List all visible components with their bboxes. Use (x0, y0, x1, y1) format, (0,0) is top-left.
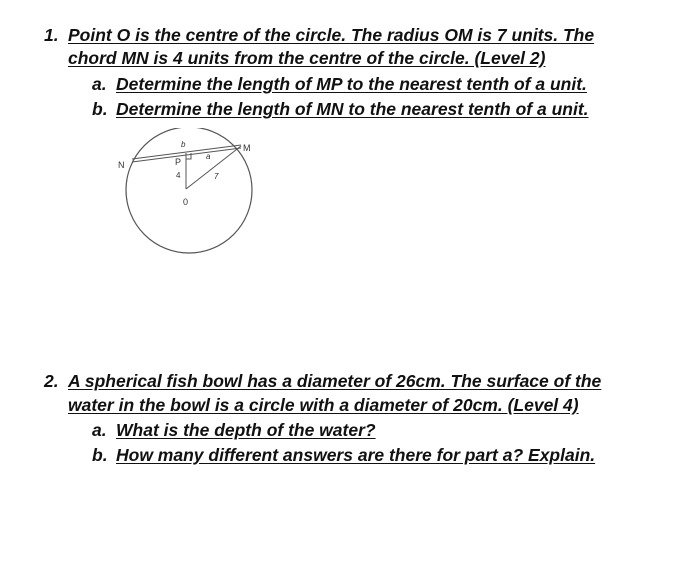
question-2-part-b-text: How many different answers are there for part a? Explain. (116, 445, 596, 465)
right-angle-marker (186, 153, 191, 159)
question-1-part-b-text: Determine the length of MN to the nearest tenth of a unit. (116, 99, 589, 119)
label-7: 7 (214, 172, 219, 181)
question-2-line-2: water in the bowl is a circle with a diameter of 20cm. (Level 4) (68, 395, 579, 415)
question-1-part-b-letter: b. (92, 99, 108, 119)
question-1-part-a-text: Determine the length of MP to the nearest tenth of a unit. (116, 74, 587, 94)
circle-chord-diagram (110, 128, 270, 258)
question-1-line-2: chord MN is 4 units from the centre of the circle. (Level 2) (68, 48, 546, 68)
label-a: a (206, 152, 211, 161)
question-1-part-a-letter: a. (92, 74, 107, 94)
question-2-number: 2. (44, 371, 59, 391)
label-4: 4 (176, 171, 181, 180)
question-1-line-1: Point O is the centre of the circle. The radius OM is 7 units. The (68, 25, 595, 45)
label-o: 0 (183, 197, 189, 207)
question-1-number: 1. (44, 25, 59, 45)
question-2-part-b-letter: b. (92, 445, 108, 465)
label-b: b (181, 140, 186, 149)
question-2-part-a-text: What is the depth of the water? (116, 420, 376, 440)
label-n: N (118, 160, 125, 170)
label-m: M (243, 143, 251, 153)
question-2-line-1: A spherical fish bowl has a diameter of 26cm. The surface of the (68, 371, 602, 391)
circle (126, 128, 252, 253)
label-p: P (175, 157, 182, 167)
segment-om (186, 146, 241, 189)
question-2-part-a-letter: a. (92, 420, 107, 440)
